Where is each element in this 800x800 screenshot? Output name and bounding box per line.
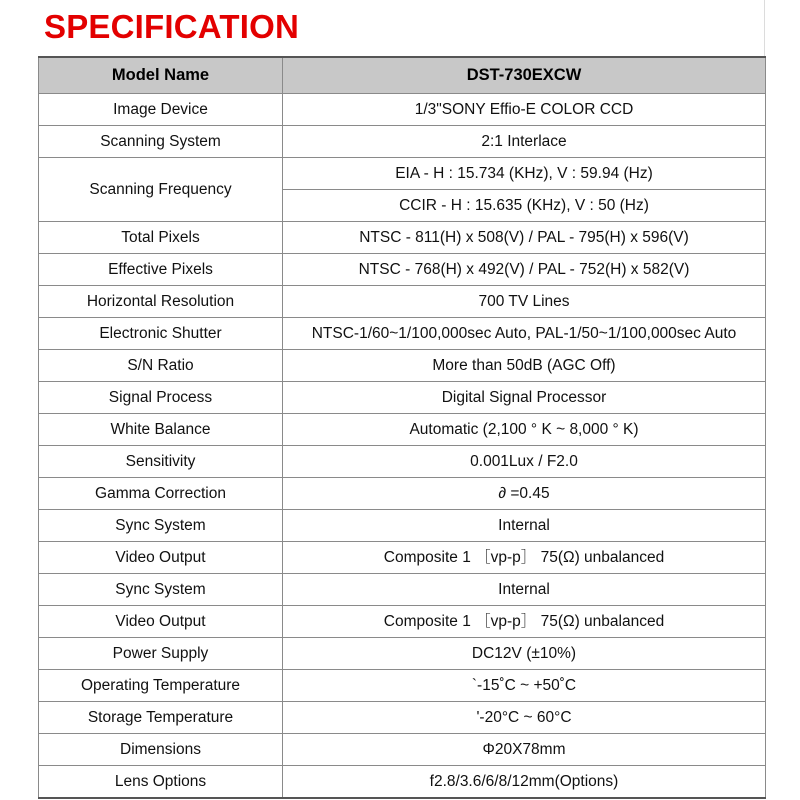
spec-label: Electronic Shutter (39, 318, 283, 350)
spec-value: NTSC - 768(H) x 492(V) / PAL - 752(H) x 582(V) (283, 254, 766, 286)
table-row (39, 94, 766, 126)
table-row (39, 350, 766, 382)
table-row (39, 222, 766, 254)
spec-label: Scanning Frequency (39, 158, 283, 222)
table-row (39, 510, 766, 542)
spec-value: Φ20X78mm (283, 734, 766, 766)
spec-value: NTSC-1/60~1/100,000sec Auto, PAL-1/50~1/100,000sec Auto (283, 318, 766, 350)
spec-label: Image Device (39, 94, 283, 126)
spec-value: ∂ =0.45 (283, 478, 766, 510)
spec-value: More than 50dB (AGC Off) (283, 350, 766, 382)
spec-label: Video Output (39, 542, 283, 574)
spec-label: Signal Process (39, 382, 283, 414)
spec-value: NTSC - 811(H) x 508(V) / PAL - 795(H) x 596(V) (283, 222, 766, 254)
spec-label: Sync System (39, 574, 283, 606)
spec-label: S/N Ratio (39, 350, 283, 382)
spec-label: Video Output (39, 606, 283, 638)
spec-label: Gamma Correction (39, 478, 283, 510)
spec-label: Effective Pixels (39, 254, 283, 286)
table-header-row (39, 57, 766, 94)
table-row (39, 414, 766, 446)
table-row (39, 606, 766, 638)
table-row (39, 766, 766, 799)
model-name-label: Model Name (39, 57, 283, 94)
spec-label: Sync System (39, 510, 283, 542)
spec-label: White Balance (39, 414, 283, 446)
spec-label: Horizontal Resolution (39, 286, 283, 318)
spec-value: Internal (283, 574, 766, 606)
spec-value: 0.001Lux / F2.0 (283, 446, 766, 478)
spec-value: Composite 1 ［vp-p］ 75(Ω) unbalanced (283, 606, 766, 638)
spec-label: Scanning System (39, 126, 283, 158)
specification-rows (39, 94, 766, 799)
spec-value: Digital Signal Processor (283, 382, 766, 414)
table-row (39, 446, 766, 478)
specification-table (38, 56, 766, 799)
spec-label: Lens Options (39, 766, 283, 799)
page-title: SPECIFICATION (44, 8, 299, 45)
spec-value: Automatic (2,100 ° K ~ 8,000 ° K) (283, 414, 766, 446)
spec-label: Total Pixels (39, 222, 283, 254)
model-name-value: DST-730EXCW (283, 57, 766, 94)
table-row (39, 702, 766, 734)
spec-label: Power Supply (39, 638, 283, 670)
table-row (39, 126, 766, 158)
spec-value: Composite 1 ［vp-p］ 75(Ω) unbalanced (283, 542, 766, 574)
table-row (39, 638, 766, 670)
spec-value: DC12V (±10%) (283, 638, 766, 670)
table-row (39, 158, 766, 190)
table-row (39, 574, 766, 606)
spec-value: CCIR - H : 15.635 (KHz), V : 50 (Hz) (283, 190, 766, 222)
spec-value: EIA - H : 15.734 (KHz), V : 59.94 (Hz) (283, 158, 766, 190)
table-row (39, 286, 766, 318)
spec-value: 700 TV Lines (283, 286, 766, 318)
spec-value: 2:1 Interlace (283, 126, 766, 158)
table-row (39, 478, 766, 510)
spec-label: Operating Temperature (39, 670, 283, 702)
table-row (39, 318, 766, 350)
spec-value: f2.8/3.6/6/8/12mm(Options) (283, 766, 766, 799)
spec-value: `-15˚C ~ +50˚C (283, 670, 766, 702)
table-row (39, 382, 766, 414)
spec-value: 1/3"SONY Effio-E COLOR CCD (283, 94, 766, 126)
divider (764, 0, 765, 56)
spec-label: Storage Temperature (39, 702, 283, 734)
spec-label: Sensitivity (39, 446, 283, 478)
table-row (39, 734, 766, 766)
table-row (39, 254, 766, 286)
spec-value: Internal (283, 510, 766, 542)
table-row (39, 670, 766, 702)
table-row (39, 542, 766, 574)
spec-label: Dimensions (39, 734, 283, 766)
spec-value: '-20°C ~ 60°C (283, 702, 766, 734)
